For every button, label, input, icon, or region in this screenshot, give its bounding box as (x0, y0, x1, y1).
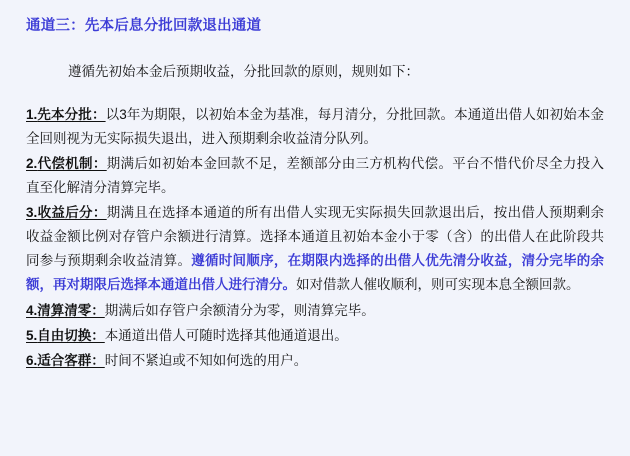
rule-body: 期满且在选择本通道的所有出借人实现无实际损失回款退出后，按出借人预期剩余收益金额比例对存管户余额进行清算。选择本通道且初始本金小于零（含）的出借人在此阶段共同参与预期剩余收益清算。 (26, 205, 604, 269)
rule-emphasis: 遵循时间顺序，在期限内选择的出借人优先清分收益，清分完毕的余额，再对期限后选择本通道出借人进行清分。 (26, 253, 605, 293)
rule-body: 本通道出借人可随时选择其他通道退出。 (104, 327, 348, 343)
rule-item (26, 349, 604, 373)
rule-number: 5. (26, 327, 38, 343)
intro-paragraph: 遵循先初始本金后预期收益，分批回款的原则，规则如下： (68, 63, 419, 79)
rule-body: 期满后如存管户余额清分为零，则清算完毕。 (104, 302, 375, 318)
page-title-label: 通道三： (26, 18, 85, 34)
rule-body: 期满后如初始本金回款不足，差额部分由三方机构代偿。平台不惜代价尽全力投入直至化解清分清算完毕。 (26, 156, 604, 196)
rule-number: 4. (26, 302, 38, 318)
rule-head: 代偿机制： (37, 156, 107, 172)
rule-body: 以3年为期限，以初始本金为基准，每月清分，分批回款。本通道出借人如初始本金全回则视为无实际损失退出，进入预期剩余收益清分队列。 (26, 107, 605, 147)
page-title-main: 先本后息分批回款退出通道 (84, 18, 262, 34)
rule-number: 2. (26, 156, 38, 172)
rule-item (26, 299, 604, 323)
rule-head: 清算清零： (37, 302, 105, 318)
rule-head: 自由切换： (37, 327, 105, 343)
rule-item (26, 103, 604, 151)
rule-body: 时间不紧迫或不知如何选的用户。 (104, 352, 308, 368)
rule-item (26, 201, 604, 297)
rule-head: 适合客群： (37, 352, 105, 368)
rule-head: 先本分批： (37, 107, 106, 123)
rule-head: 收益后分： (37, 205, 107, 221)
rule-number: 6. (26, 352, 38, 368)
rule-item (26, 152, 604, 200)
rule-body-tail: 如对借款人催收顺利，则可实现本息全额回款。 (296, 277, 580, 293)
rule-item (26, 324, 604, 348)
page-title (26, 16, 604, 38)
rule-number: 3. (26, 205, 38, 221)
rules-list (26, 103, 604, 372)
rule-number: 1. (26, 107, 38, 123)
